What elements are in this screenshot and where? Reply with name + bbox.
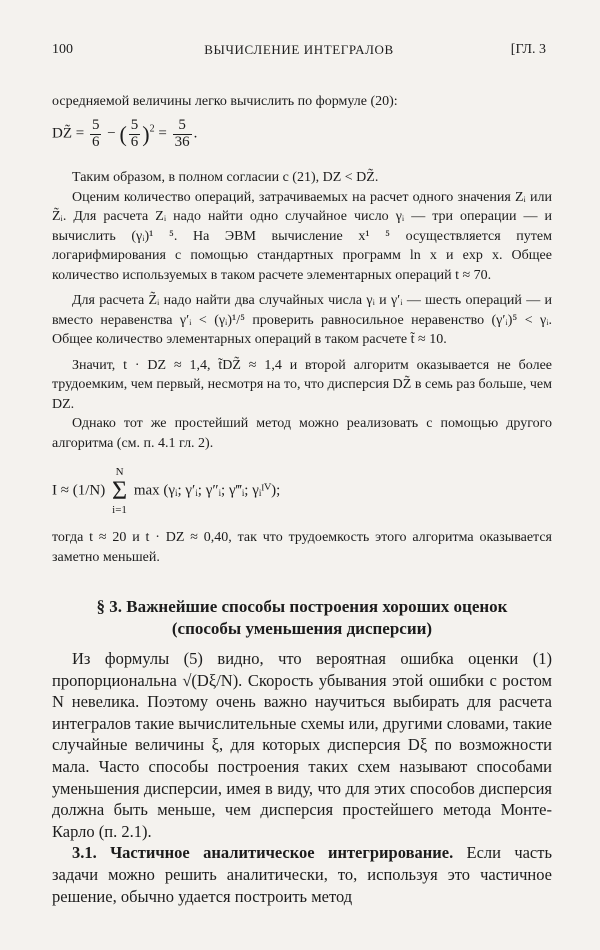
paragraph: Оценим количество операций, затрачиваемых на расчет одного значения Zᵢ или Z̃ᵢ. Для расчета Zᵢ надо найти одно случайное число γᵢ — три операции — и вычислить (γᵢ)¹ ⁵. На ЭВМ вычисление x¹ ⁵ осуществляется путем логарифмирования с помощью стандартных программ ln x и exp x. Общее количество используемых в таком расчете элементарных операций t ≈ 70.	[52, 189, 552, 283]
paragraph: Однако тот же простейший метод можно реализовать с помощью другого алгоритма (см. п. 4.1 гл. 2).	[52, 416, 552, 451]
page-header	[52, 42, 546, 64]
fraction: $\frac{5}{6}$	[91, 117, 100, 150]
paren-open: (	[119, 121, 127, 147]
formula-dispersion: DZ̃ = $\frac{5}{6}$ − ( $\frac{5}{6}$ )$^2$ = $\frac{5}{36}$ .	[52, 117, 198, 150]
paragraph: осредняемой величины легко вычислить по формуле (20):	[52, 94, 398, 109]
fraction: $\frac{5}{36}$	[174, 117, 190, 150]
section-title-line: (способы уменьшения дисперсии)	[171, 619, 433, 638]
small-print-block	[52, 168, 552, 453]
formula-lhs: DZ̃ =	[52, 125, 85, 142]
chapter-label: [ГЛ. 3	[510, 42, 546, 57]
summation-sign: N Σ i=1	[111, 466, 128, 516]
equals-sign: =	[158, 125, 167, 142]
body-text-block	[52, 648, 552, 907]
section-title-line: § 3. Важнейшие способы построения хороших оценок	[96, 597, 508, 616]
page-number: 100	[52, 42, 73, 57]
paragraph: Таким образом, в полном согласии с (21), DZ < DZ̃.	[72, 170, 379, 185]
section-heading	[52, 596, 552, 640]
paragraph: Для расчета Z̃ᵢ надо найти два случайных числа γᵢ и γ′ᵢ — шесть операций — и вместо неравенства γ′ᵢ < (γᵢ)¹/⁵ проверить равносильное неравенство (γ′ᵢ)⁵ < γᵢ. Общее количество элементарных операций в таком расчете t̃ ≈ 10.	[52, 293, 552, 347]
exponent: 2	[149, 123, 155, 135]
minus-sign: −	[107, 125, 116, 142]
small-print-block	[52, 528, 552, 567]
paragraph	[52, 842, 552, 907]
paren-close: )	[142, 121, 150, 147]
paragraph: тогда t ≈ 20 и t · DZ ≈ 0,40, так что трудоемкость этого алгоритма оказывается заметно меньшей.	[52, 530, 552, 565]
subsection-heading: 3.1. Частичное аналитическое интегрирование.	[72, 843, 454, 863]
paragraph: Из формулы (5) видно, что вероятная ошибка оценки (1) пропорциональна √(Dξ/N). Скорость убывания этой ошибки с ростом N невелика. Поэтому очень важно научиться выбирать для расчета интегралов такие вычислительные схемы или, другими словами, такие случайные величины ξ, для которых дисперсия Dξ по возможности мала. Часто способы построения таких схем называют способами уменьшения дисперсии, имея в виду, что для этих способов дисперсия должна быть меньше, чем дисперсия простейшего метода Монте-Карло (п. 2.1).	[52, 649, 552, 841]
paragraph-text: Если часть задачи можно решить аналитически, то, используя это частичное решение, обычно удается построить метод	[52, 843, 552, 906]
formula-max-estimate	[52, 466, 552, 522]
fraction: $\frac{5}{6}$	[130, 117, 139, 150]
running-title: ВЫЧИСЛЕНИЕ ИНТЕГРАЛОВ	[204, 42, 394, 57]
formula-rhs: max (γᵢ; γ′ᵢ; γ″ᵢ; γ‴ᵢ; γᵢᴵⱽ);	[133, 482, 281, 499]
small-print-block	[52, 92, 552, 112]
paragraph: Значит, t · DZ ≈ 1,4, t̃DZ̃ ≈ 1,4 и второй алгоритм оказывается не более трудоемким, чем первый, несмотря на то, что дисперсия DZ̃ в семь раз больше, чем DZ.	[52, 357, 552, 412]
formula-lhs: I ≈ (1/N)	[52, 482, 106, 499]
